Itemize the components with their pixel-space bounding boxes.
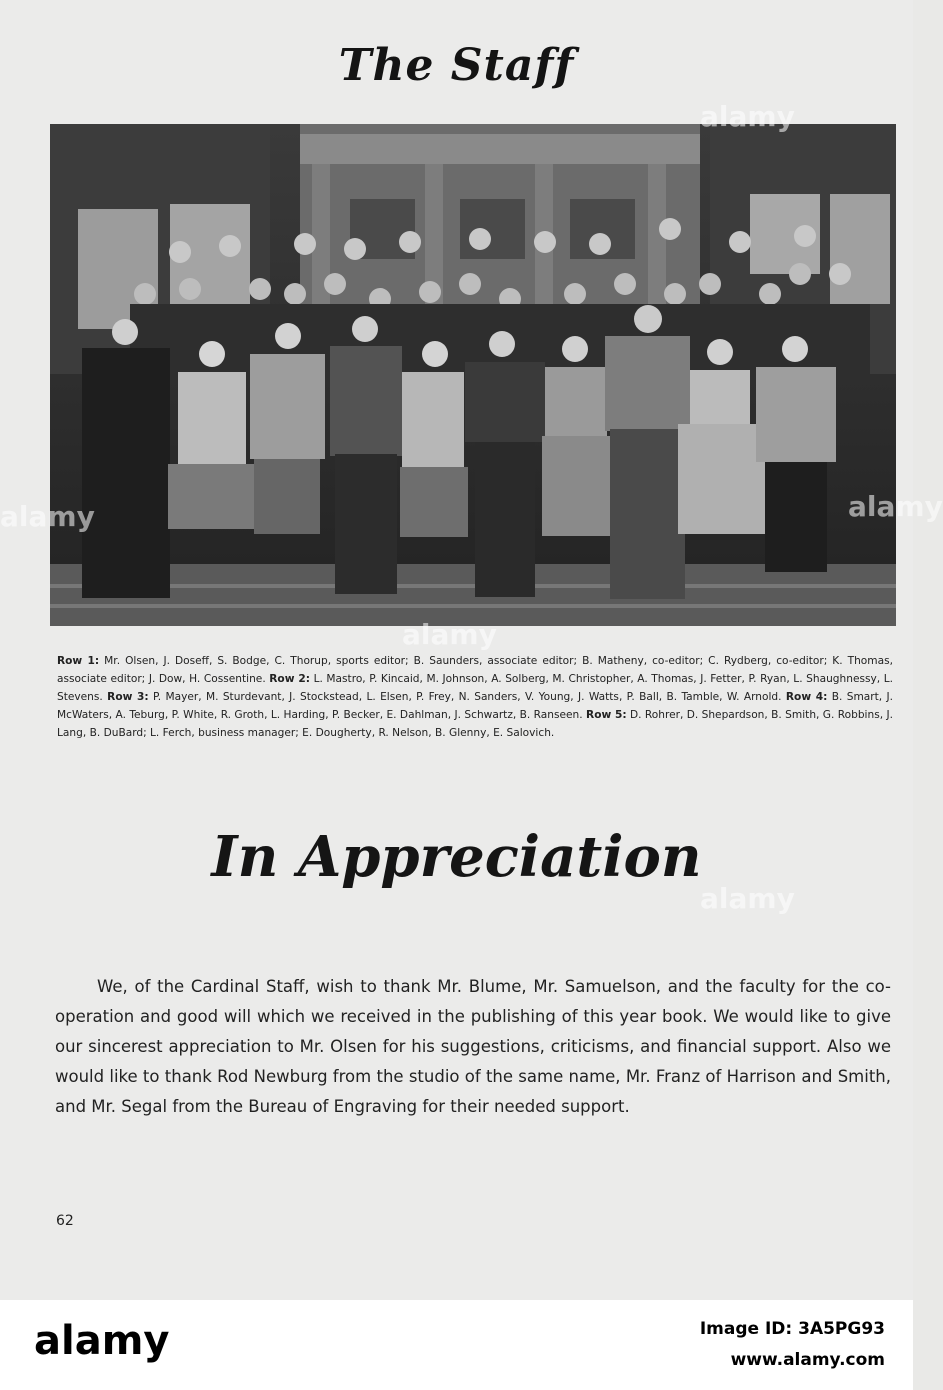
photo-caption [57,652,893,742]
appreciation-paragraph: We, of the Cardinal Staff, wish to thank Mr. Blume, Mr. Samuelson, and the faculty for the co-operation and good will which we received in the publishing of this year book. We would like to give our sincerest appreciation to Mr. Olsen for his suggestions, criticisms, and financial support. Also we would like to thank Rod Newburg from the studio of the same name, Mr. Franz of Harrison and Smith, and Mr. Segal from the Bureau of Engraving for their needed support. [55,977,891,1116]
image-id: Image ID: 3A5PG93 [699,1319,885,1339]
row1-names: Mr. Olsen, J. Doseff, S. Bodge, C. Thorup, sports editor; B. Saunders, associate editor; B. Matheny, co-editor; C. Rydberg, co-editor; K. Thomas, associate editor; J. Dow, H. Cossentine. [57,655,893,685]
watermark: alamy [402,618,497,651]
row2-names: L. Mastro, P. Kincaid, M. Johnson, A. Solberg, M. Christopher, A. Thomas, J. Fetter, P. Ryan, L. Shaughnessy, L. Stevens. [57,673,893,703]
alamy-logo: alamy [34,1318,170,1364]
row3-names: P. Mayer, M. Sturdevant, J. Stockstead, L. Elsen, P. Frey, N. Sanders, V. Young, J. Watts, P. Ball, B. Tamble, W. Arnold. [153,691,782,703]
staff-group-photo [50,124,896,626]
watermark: alamy [700,882,795,915]
watermark: alamy [700,100,795,133]
group-photo-illustration [50,124,896,626]
watermark: alamy [848,490,943,523]
stock-footer [0,1300,913,1390]
row1-label: Row 1: [57,655,100,667]
page-number: 62 [56,1213,74,1229]
row3-label: Row 3: [107,691,149,703]
row5-label: Row 5: [586,709,627,721]
row2-label: Row 2: [269,673,310,685]
watermark: alamy [0,500,95,533]
row5-names: D. Rohrer, D. Shepardson, B. Smith, G. Robbins, J. Lang, B. DuBard; L. Ferch, business manager; E. Dougherty, R. Nelson, B. Glenny, E. Salovich. [57,709,893,739]
row4-names: B. Smart, J. McWaters, A. Teburg, P. White, R. Groth, L. Harding, P. Becker, E. Dahlman, J. Schwartz, B. Ranseen. [57,691,893,721]
appreciation-title: In Appreciation [211,824,702,890]
site-url: www.alamy.com [730,1350,885,1370]
staff-title: The Staff [338,40,575,91]
row4-label: Row 4: [785,691,828,703]
